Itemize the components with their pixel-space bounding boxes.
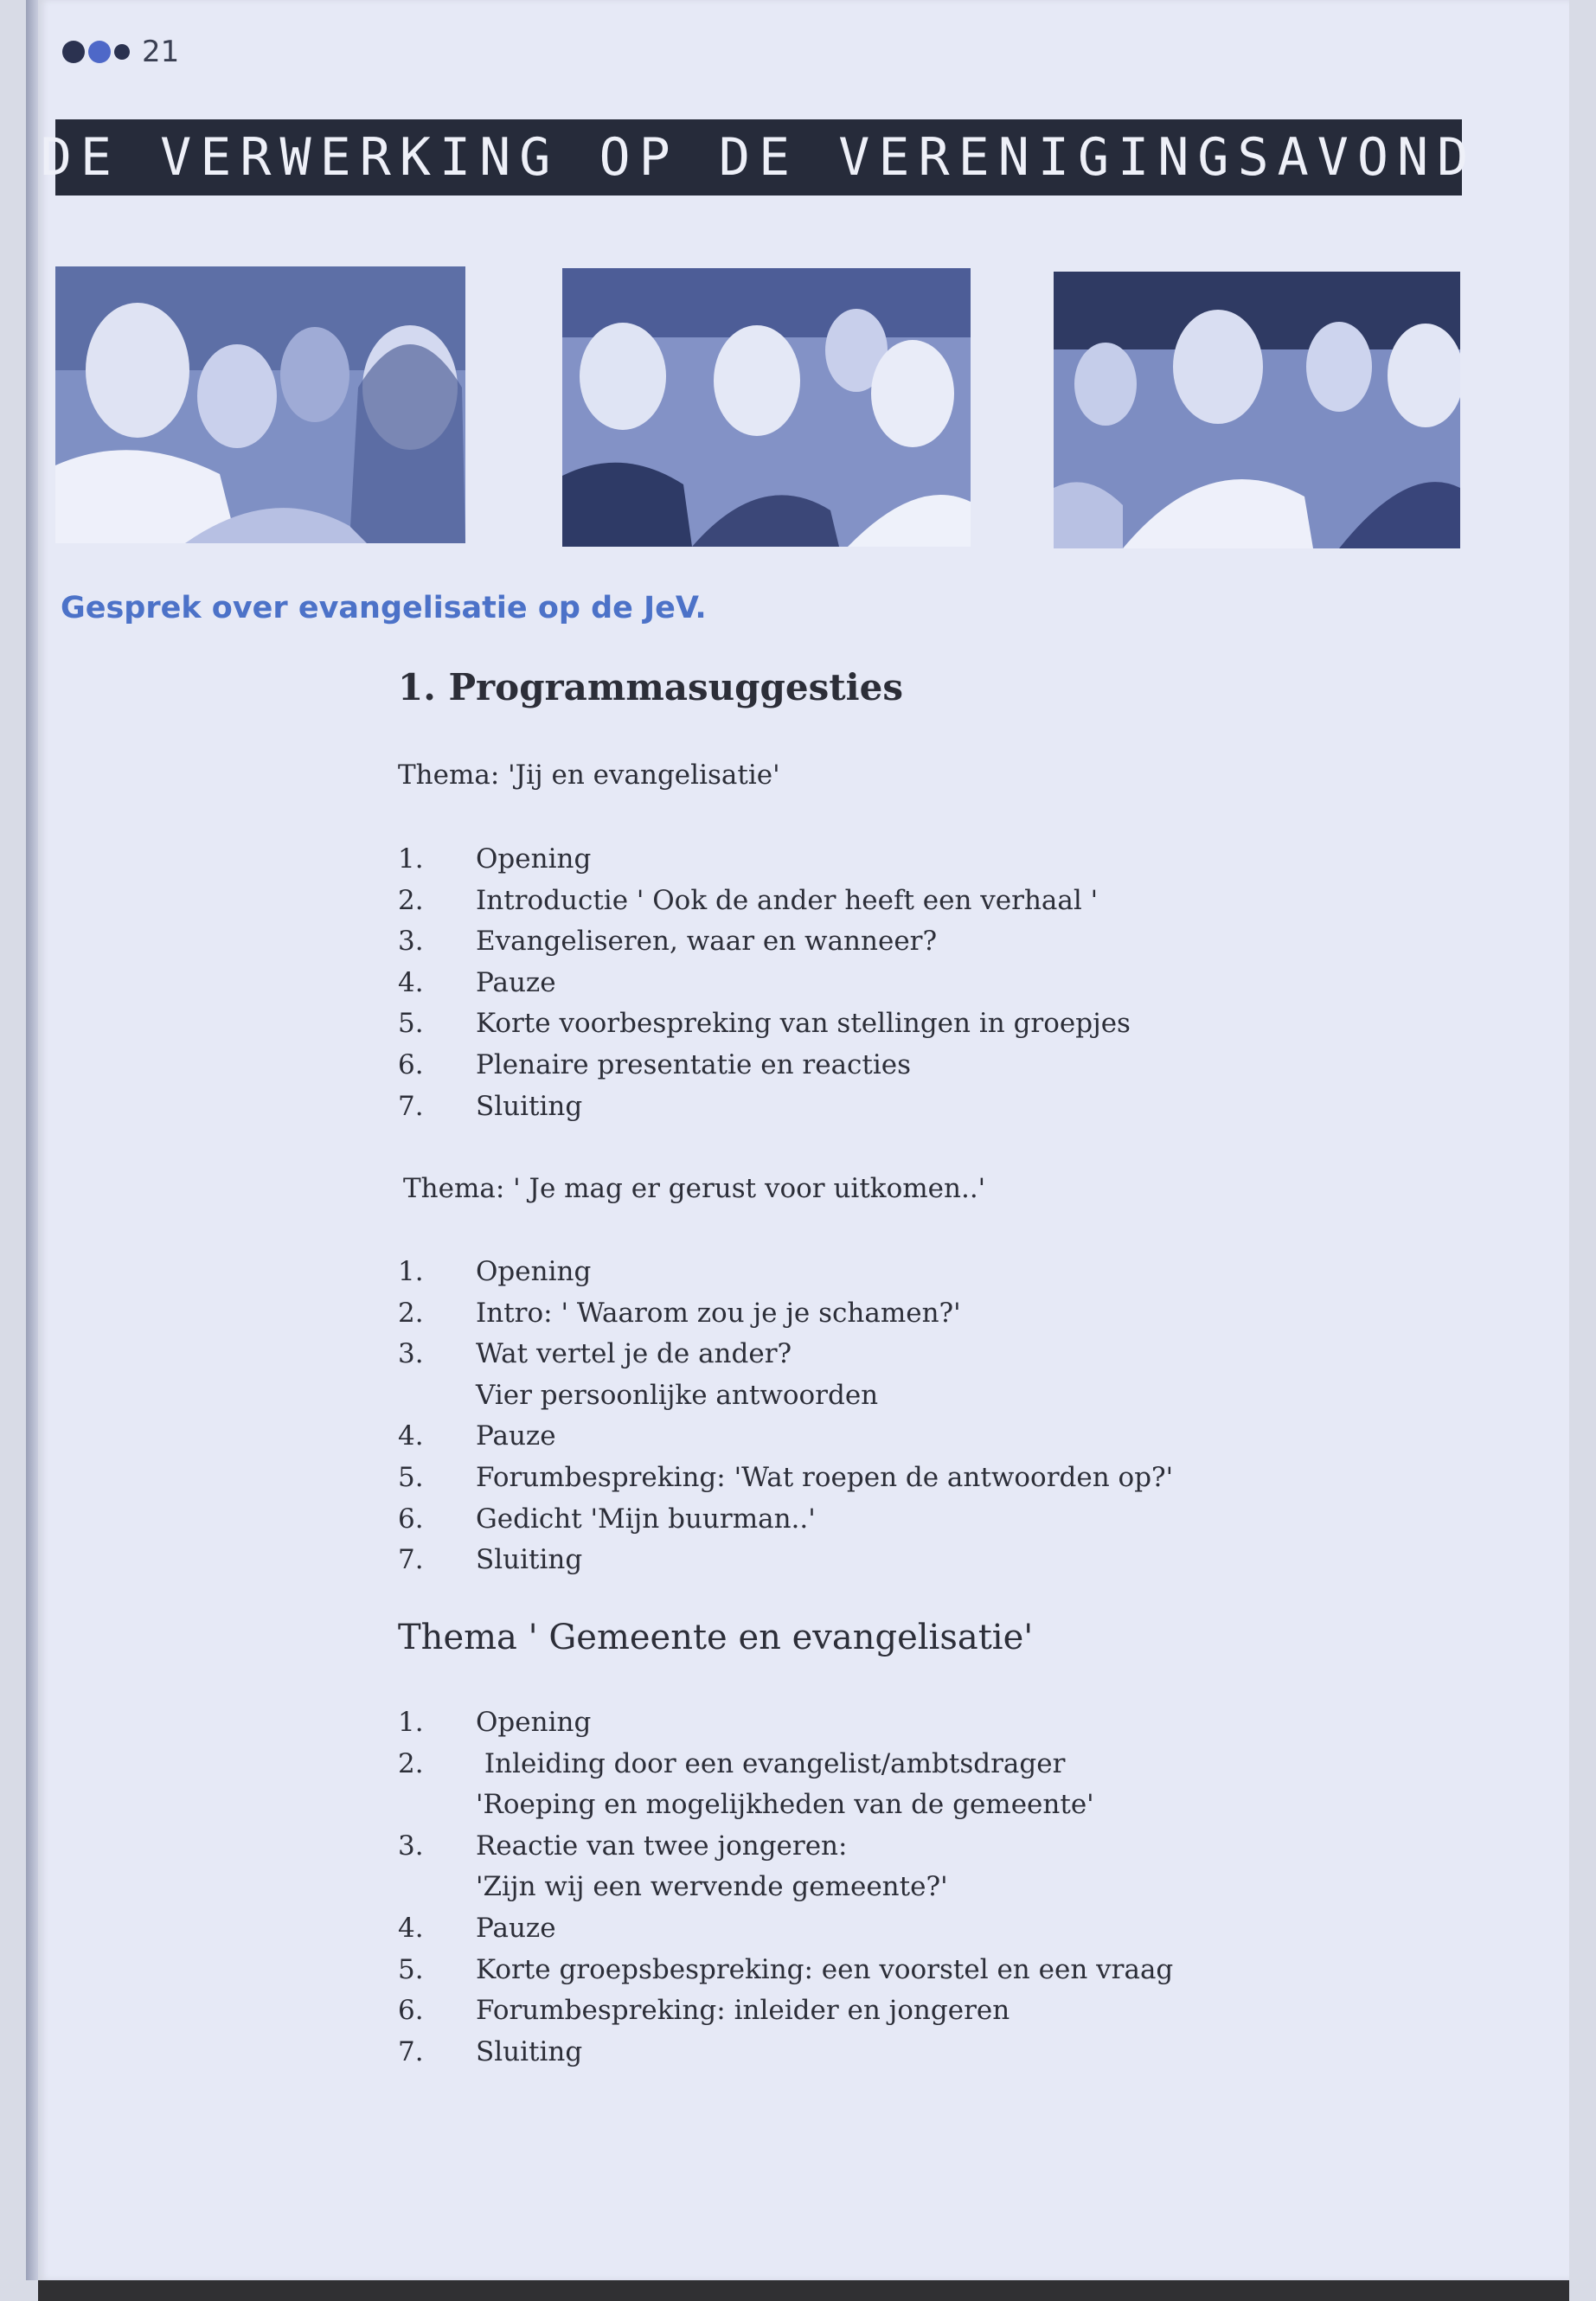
page-number xyxy=(62,35,179,69)
list-item: 3. Wat vertel je de ander? xyxy=(398,1338,792,1370)
list-item: 5. Korte groepsbespreking: een voorstel en een vraag xyxy=(398,1953,1174,1985)
section-heading: 1. Programmasuggesties xyxy=(398,666,904,708)
dot-icon xyxy=(88,41,111,63)
list-item: 2. Intro: ' Waarom zou je je schamen?' xyxy=(398,1297,961,1329)
theme-list-3 xyxy=(398,1702,1173,2073)
list-item: 5. Korte voorbespreking van stellingen in groepjes xyxy=(398,1008,1131,1040)
theme-list-1 xyxy=(398,839,1131,1127)
theme-title-2: Thema: ' Je mag er gerust voor uitkomen..' xyxy=(403,1173,986,1204)
list-item: 3. Evangeliseren, waar en wanneer? xyxy=(398,926,938,958)
list-item: Vier persoonlijke antwoorden xyxy=(476,1379,879,1411)
theme-title-1: Thema: 'Jij en evangelisatie' xyxy=(398,760,780,791)
group-photo-icon xyxy=(1054,272,1460,548)
section-subtitle: Gesprek over evangelisatie op de JeV. xyxy=(61,591,707,625)
page-bottom-edge xyxy=(38,2280,1569,2301)
theme-list-2 xyxy=(398,1252,1173,1581)
list-item: 7. Sluiting xyxy=(398,1090,583,1122)
list-item: 'Roeping en mogelijkheden van de gemeente' xyxy=(476,1789,1094,1821)
chapter-title: DE VERWERKING OP DE VERENIGINGSAVOND xyxy=(40,127,1477,188)
group-photo-3 xyxy=(1054,272,1460,548)
page-number-text: 21 xyxy=(142,35,180,69)
list-item: 6. Forumbespreking: inleider en jongeren xyxy=(398,1995,1010,2027)
list-item: 2. Inleiding door een evangelist/ambtsdrager xyxy=(398,1747,1066,1779)
list-item: 3. Reactie van twee jongeren: xyxy=(398,1830,848,1862)
dot-icon xyxy=(62,41,85,63)
dot-icon xyxy=(114,44,130,60)
list-item: 'Zijn wij een wervende gemeente?' xyxy=(476,1871,948,1903)
chapter-banner xyxy=(40,119,1477,195)
list-item: 4. Pauze xyxy=(398,1912,556,1944)
list-item: 7. Sluiting xyxy=(398,2035,583,2067)
list-item: 7. Sluiting xyxy=(398,1544,583,1576)
list-item: 4. Pauze xyxy=(398,966,556,998)
list-item: 5. Forumbespreking: 'Wat roepen de antwoorden op?' xyxy=(398,1461,1174,1493)
list-item: 6. Gedicht 'Mijn buurman..' xyxy=(398,1503,816,1535)
group-photo-icon xyxy=(562,268,971,547)
list-item: 6. Plenaire presentatie en reacties xyxy=(398,1048,912,1080)
list-item: 2. Introductie ' Ook de ander heeft een verhaal ' xyxy=(398,884,1099,916)
group-photo-2 xyxy=(562,268,971,547)
group-photo-1 xyxy=(55,266,465,543)
list-item: 1. Opening xyxy=(398,843,592,875)
list-item: 4. Pauze xyxy=(398,1420,556,1452)
list-item: 1. Opening xyxy=(398,1707,592,1738)
group-photo-icon xyxy=(55,266,465,543)
theme-title-3: Thema ' Gemeente en evangelisatie' xyxy=(398,1618,1034,1657)
list-item: 1. Opening xyxy=(398,1256,592,1287)
